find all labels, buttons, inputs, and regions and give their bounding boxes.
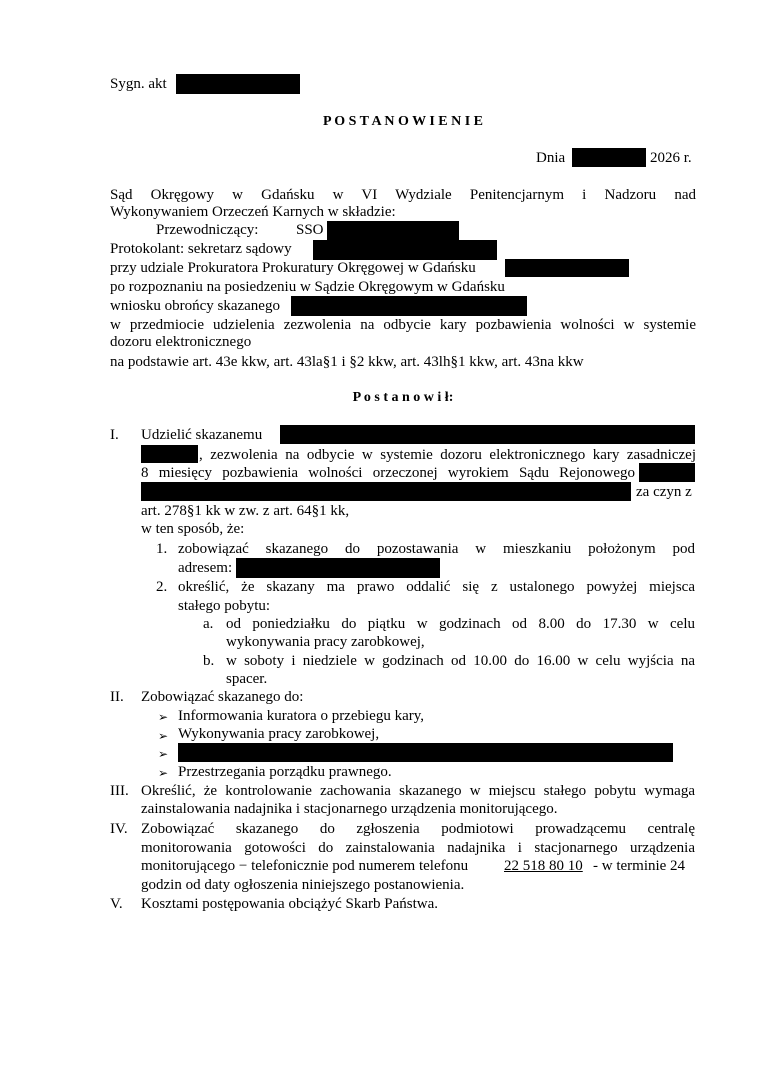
- section-ii-number: II.: [110, 689, 124, 705]
- redaction-district-court: [639, 463, 695, 482]
- court-line-1: Sąd Okręgowy w Gdańsku w VI Wydziale Penitencjarnym i Nadzoru nad: [110, 187, 696, 203]
- section-iv-line-3-prefix: monitorującego − telefonicznie pod numerem telefonu: [141, 858, 469, 874]
- redaction-prosecutor-name: [505, 259, 629, 277]
- duty-item: Przestrzegania porządku prawnego.: [178, 764, 392, 780]
- redaction-address: [236, 558, 440, 578]
- section-i-number: I.: [110, 427, 119, 443]
- redaction-chair-name: [327, 221, 459, 241]
- section-i-line-6: w ten sposób, że:: [141, 521, 245, 537]
- court-line-2: Wykonywaniem Orzeczeń Karnych w składzie:: [110, 204, 396, 220]
- redaction-date: [572, 148, 646, 167]
- section-iii-line-1: Określić, że kontrolowanie zachowania skazanego w miejscu stałego pobytu wymaga: [141, 783, 695, 799]
- sub-b-line-1: w soboty i niedziele w godzinach od 10.00 do 16.00 w celu wyjścia na: [226, 653, 695, 669]
- arrow-bullet-icon: ➢: [158, 710, 169, 724]
- section-ii-line-1: Zobowiązać skazanego do:: [141, 689, 304, 705]
- duty-item: Wykonywania pracy zarobkowej,: [178, 726, 380, 742]
- section-i-line-2: , zezwolenia na odbycie w systemie dozoru elektronicznego kary zasadniczej: [199, 447, 696, 463]
- redaction-duty-item: [178, 743, 673, 762]
- legal-basis-line: na podstawie art. 43e kkw, art. 43la§1 i §2 kkw, art. 43lh§1 kkw, art. 43na kkw: [110, 354, 584, 370]
- section-i-line-5: art. 278§1 kk w zw. z art. 64§1 kk,: [141, 503, 350, 519]
- item-2-number: 2.: [156, 579, 168, 595]
- item-2-line-2: stałego pobytu:: [178, 598, 271, 614]
- section-iv-line-3-suffix: - w terminie 24: [593, 858, 686, 874]
- motion-line: wniosku obrońcy skazanego: [110, 298, 280, 314]
- chair-label: Przewodniczący:: [156, 222, 259, 238]
- item-1-line-1: zobowiązać skazanego do pozostawania w mieszkaniu położonym pod: [178, 541, 695, 557]
- arrow-bullet-icon: ➢: [158, 766, 169, 780]
- section-iv-line-1: Zobowiązać skazanego do zgłoszenia podmiotowi prowadzącemu centralę: [141, 821, 695, 837]
- case-number-label: Sygn. akt: [110, 76, 167, 92]
- section-iii-number: III.: [110, 783, 129, 799]
- arrow-bullet-icon: ➢: [158, 729, 169, 743]
- section-v-number: V.: [110, 896, 123, 912]
- redaction-judgment-details: [141, 482, 631, 501]
- redaction-clerk-name: [313, 240, 497, 260]
- sub-b-number: b.: [203, 653, 215, 669]
- redaction-convict-name: [280, 425, 695, 444]
- sub-a-line-2: wykonywania pracy zarobkowej,: [226, 634, 425, 650]
- arrow-bullet-icon: ➢: [158, 747, 169, 761]
- sub-a-line-1: od poniedziałku do piątku w godzinach od 8.00 do 17.30 w celu: [226, 616, 695, 632]
- duty-item: Informowania kuratora o przebiegu kary,: [178, 708, 425, 724]
- redaction-defender-name: [291, 296, 527, 316]
- item-2-line-1: określić, że skazany ma prawo oddalić się z ustalonego powyżej miejsca: [178, 579, 695, 595]
- redaction-case-number: [176, 74, 300, 94]
- document-title: P O S T A N O W I E N I E: [322, 114, 484, 129]
- phone-number: 22 518 80 10: [504, 858, 583, 874]
- subject-line-2: dozoru elektronicznego: [110, 334, 252, 350]
- clerk-label: Protokolant: sekretarz sądowy: [110, 241, 292, 257]
- section-v-line-1: Kosztami postępowania obciążyć Skarb Państwa.: [141, 896, 439, 912]
- sub-b-line-2: spacer.: [226, 671, 268, 687]
- section-iv-number: IV.: [110, 821, 128, 837]
- date-suffix: 2026 r.: [650, 150, 692, 166]
- date-prefix: Dnia: [536, 150, 566, 166]
- chair-title: SSO: [296, 222, 324, 238]
- section-iv-line-2: monitorowania gotowości do zainstalowania nadajnika i stacjonarnego urządzenia: [141, 840, 695, 856]
- section-iv-line-4: godzin od daty ogłoszenia niniejszego postanowienia.: [141, 877, 465, 893]
- item-1-line-2: adresem:: [178, 560, 233, 576]
- item-1-number: 1.: [156, 541, 168, 557]
- session-line: po rozpoznaniu na posiedzeniu w Sądzie Okręgowym w Gdańsku: [110, 279, 505, 295]
- decision-heading: P o s t a n o w i ł:: [352, 390, 454, 405]
- section-i-line-1: Udzielić skazanemu: [141, 427, 263, 443]
- section-i-line-4-suffix: za czyn z: [636, 484, 692, 500]
- subject-line-1: w przedmiocie udzielenia zezwolenia na odbycie kary pozbawienia wolności w systemie: [110, 317, 696, 333]
- redaction-convict-name-cont: [141, 445, 198, 463]
- section-iii-line-2: zainstalowania nadajnika i stacjonarnego urządzenia monitorującego.: [141, 801, 558, 817]
- sub-a-number: a.: [203, 616, 214, 632]
- section-i-line-3: 8 miesięcy pozbawienia wolności orzeczonej wyrokiem Sądu Rejonowego: [141, 465, 635, 481]
- prosecutor-line: przy udziale Prokuratora Prokuratury Okręgowej w Gdańsku: [110, 260, 476, 276]
